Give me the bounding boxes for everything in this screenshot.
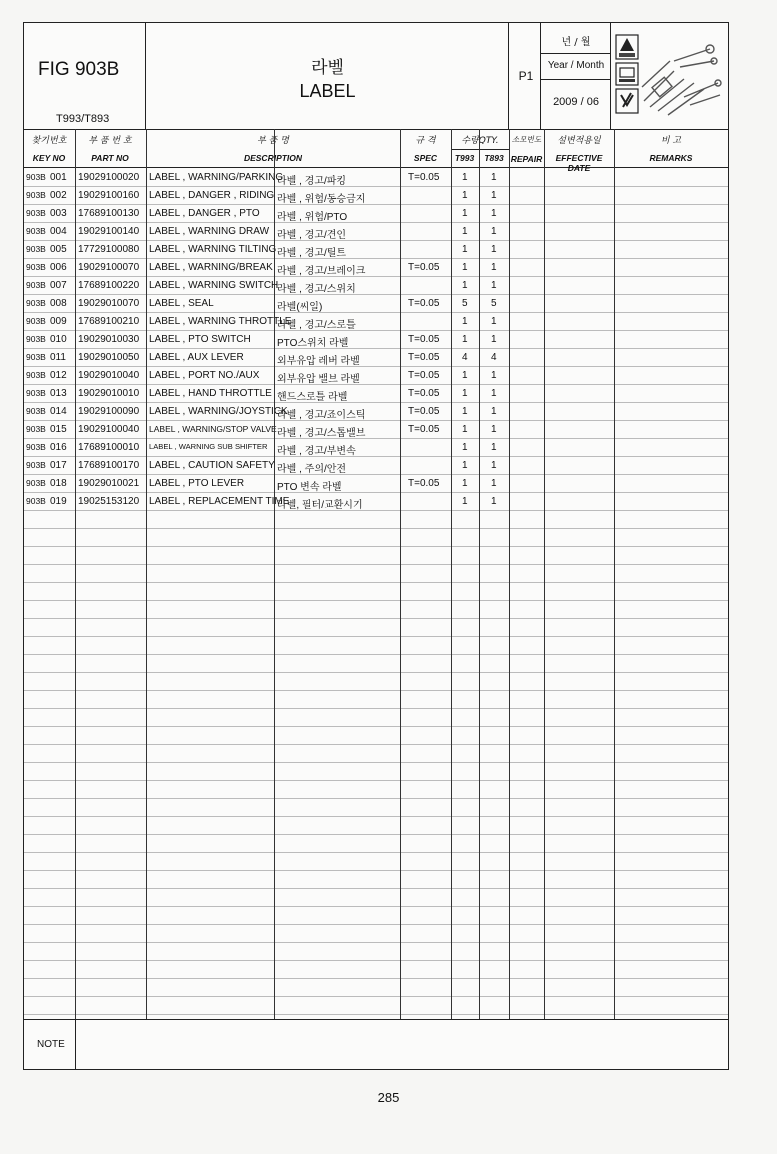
row-description-ko: 외부유압 레버 라벨: [277, 356, 360, 367]
row-qty-t893: 1: [491, 388, 497, 399]
table-row: [24, 169, 728, 187]
row-qty-t993: 1: [462, 424, 468, 435]
row-key-no: 006: [50, 262, 67, 273]
row-qty-t893: 1: [491, 190, 497, 201]
row-qty-t893: 1: [491, 424, 497, 435]
col-qty: 수량QTY.: [461, 136, 499, 146]
row-description-ko: 라벨 , 위험/PTO: [277, 212, 348, 223]
row-part-no: 19029100160: [78, 190, 140, 201]
row-fig: 903B: [26, 424, 46, 434]
row-description-ko: 라벨 , 경고/부변속: [277, 446, 356, 457]
table-row: [24, 835, 728, 853]
row-fig: 903B: [26, 460, 46, 470]
row-fig: 903B: [26, 316, 46, 326]
table-row: [24, 673, 728, 691]
row-description-ko: 라벨, 필터/교환시기: [277, 500, 363, 511]
table-row: [24, 853, 728, 871]
row-fig: 903B: [26, 190, 46, 200]
warning-label-icon: [616, 35, 638, 59]
row-qty-t993: 1: [462, 460, 468, 471]
row-qty-t893: 1: [491, 496, 497, 507]
row-description: LABEL , DANGER , RIDING: [149, 190, 275, 201]
row-fig: 903B: [26, 406, 46, 416]
row-spec: T=0.05: [408, 478, 440, 489]
table-row: [24, 259, 728, 277]
row-fig: 903B: [26, 352, 46, 362]
row-description-ko: 라벨 , 경고/스톱밸브: [277, 428, 366, 439]
row-qty-t893: 1: [491, 478, 497, 489]
row-part-no: 19025153120: [78, 496, 140, 507]
row-qty-t893: 1: [491, 316, 497, 327]
row-description-ko: 라벨 , 위험/동승금지: [277, 194, 366, 205]
row-part-no: 17689100220: [78, 280, 140, 291]
model-list: T993/T893: [56, 113, 110, 125]
row-description-ko: 핸드스로틀 라벨: [277, 392, 348, 403]
year-month-label: Year / Month: [547, 60, 605, 71]
col-eff-ko: 설변적용일: [557, 136, 601, 146]
col-remarks: REMARKS: [649, 153, 693, 163]
row-spec: T=0.05: [408, 388, 440, 399]
note-label: NOTE: [37, 1039, 65, 1050]
col-rem-ko: 비 고: [660, 136, 682, 146]
row-key-no: 007: [50, 280, 67, 291]
col-repair-ko: 소모번도: [511, 135, 542, 144]
row-part-no: 17689100210: [78, 316, 140, 327]
table-row: [24, 475, 728, 493]
row-qty-t893: 5: [491, 298, 497, 309]
row-key-no: 012: [50, 370, 67, 381]
row-fig: 903B: [26, 334, 46, 344]
row-fig: 903B: [26, 244, 46, 254]
page-indicator: P1: [518, 69, 534, 83]
table-row: [24, 511, 728, 529]
table-row: [24, 691, 728, 709]
title-korean: 라벨: [311, 58, 344, 78]
table-row: [24, 277, 728, 295]
row-description-ko: 라벨 , 경고/스로틀: [277, 320, 356, 331]
row-spec: T=0.05: [408, 172, 440, 183]
row-key-no: 010: [50, 334, 67, 345]
row-description-ko: PTO스위치 라벨: [277, 338, 349, 349]
year-month-value: 2009 / 06: [553, 96, 599, 108]
row-part-no: 19029100140: [78, 226, 140, 237]
page-number: 285: [377, 1090, 400, 1105]
row-part-no: 19029010050: [78, 352, 140, 363]
row-part-no: 19029010040: [78, 370, 140, 381]
row-qty-t893: 1: [491, 370, 497, 381]
row-description-ko: 라벨 , 경고/파킹: [277, 176, 347, 187]
row-key-no: 014: [50, 406, 67, 417]
row-qty-t893: 1: [491, 334, 497, 345]
row-qty-t993: 1: [462, 406, 468, 417]
header-icons: [614, 31, 724, 123]
col-spec-ko: 규 격: [415, 136, 436, 146]
row-description-ko: PTO 변속 라벨: [277, 482, 342, 493]
row-description-ko: 라벨 , 경고/견인: [277, 230, 347, 241]
row-spec: T=0.05: [408, 352, 440, 363]
row-part-no: 19029010010: [78, 388, 140, 399]
row-key-no: 015: [50, 424, 67, 435]
row-description-ko: 라벨 , 경고/스위치: [277, 284, 356, 295]
table-row: [24, 313, 728, 331]
row-key-no: 003: [50, 208, 67, 219]
table-row: [24, 817, 728, 835]
row-fig: 903B: [26, 172, 46, 182]
row-description: LABEL , WARNING SWITCH: [149, 280, 279, 291]
row-description-ko: 라벨 , 경고/죠이스틱: [277, 410, 366, 421]
row-qty-t993: 1: [462, 478, 468, 489]
row-part-no: 19029010070: [78, 298, 140, 309]
row-key-no: 011: [50, 352, 66, 363]
row-description: LABEL , WARNING DRAW: [149, 226, 270, 237]
row-description-ko: 라벨 , 경고/브레이크: [277, 266, 366, 277]
row-qty-t993: 1: [462, 334, 468, 345]
row-description-ko: 라벨 , 주의/안전: [277, 464, 347, 475]
table-row: [24, 583, 728, 601]
col-desc: DESCRIPTION: [243, 153, 303, 163]
page-header: [24, 23, 728, 130]
row-qty-t993: 1: [462, 172, 468, 183]
table-row: [24, 529, 728, 547]
table-row: [24, 457, 728, 475]
row-qty-t993: 1: [462, 442, 468, 453]
col-desc-ko: 부 품 명: [257, 136, 289, 146]
row-description: LABEL , PTO SWITCH: [149, 334, 251, 345]
row-qty-t893: 1: [491, 406, 497, 417]
table-row: [24, 403, 728, 421]
row-qty-t893: 1: [491, 244, 497, 255]
row-part-no: 19029010021: [78, 478, 140, 489]
row-part-no: 19029100020: [78, 172, 140, 183]
row-spec: T=0.05: [408, 370, 440, 381]
table-row: [24, 601, 728, 619]
row-key-no: 004: [50, 226, 67, 237]
row-description: LABEL , WARNING TILTING: [149, 244, 277, 255]
row-description: LABEL , AUX LEVER: [149, 352, 244, 363]
col-spec: SPEC: [413, 153, 438, 163]
row-description: LABEL , REPLACEMENT TIME: [149, 496, 290, 507]
row-key-no: 016: [50, 442, 67, 453]
table-row: [24, 709, 728, 727]
row-qty-t993: 4: [462, 352, 468, 363]
row-description: LABEL , CAUTION SAFETY: [149, 460, 275, 471]
row-description: LABEL , WARNING SUB SHIFTER: [149, 442, 268, 451]
recycle-icon: [616, 89, 638, 113]
row-part-no: 19029100090: [78, 406, 140, 417]
note-section: [24, 1019, 728, 1069]
figure-number: FIG 903B: [38, 59, 120, 80]
table-row: [24, 799, 728, 817]
table-row: [24, 943, 728, 961]
row-spec: T=0.05: [408, 334, 440, 345]
row-description: LABEL , WARNING THROTTLE: [149, 316, 292, 327]
row-key-no: 017: [50, 460, 67, 471]
col-key-ko: 찾기번호: [31, 136, 67, 146]
row-description-ko: 외부유압 밸브 라벨: [277, 374, 360, 385]
row-part-no: 17689100130: [78, 208, 140, 219]
table-row: [24, 439, 728, 457]
table-row: [24, 565, 728, 583]
table-row: [24, 421, 728, 439]
row-fig: 903B: [26, 280, 46, 290]
row-spec: T=0.05: [408, 298, 440, 309]
row-qty-t993: 1: [462, 370, 468, 381]
row-fig: 903B: [26, 388, 46, 398]
col-qty-t993: T993: [454, 153, 475, 163]
row-fig: 903B: [26, 496, 46, 506]
table-row: [24, 997, 728, 1015]
table-row: [24, 367, 728, 385]
row-description: LABEL , WARNING/BREAK: [149, 262, 273, 273]
row-description: LABEL , PTO LEVER: [149, 478, 245, 489]
row-description: LABEL , DANGER , PTO: [149, 208, 260, 219]
row-part-no: 19029010030: [78, 334, 140, 345]
row-description-ko: 라벨(씨일): [277, 302, 323, 313]
table-row: [24, 907, 728, 925]
table-row: [24, 349, 728, 367]
tools-icon: [642, 45, 721, 115]
table-row: [24, 619, 728, 637]
table-row: [24, 547, 728, 565]
table-row: [24, 979, 728, 997]
table-row: [24, 871, 728, 889]
row-description: LABEL , PORT NO./AUX: [149, 370, 260, 381]
row-description: LABEL , SEAL: [149, 298, 214, 309]
row-key-no: 009: [50, 316, 67, 327]
table-row: [24, 889, 728, 907]
parts-catalog-page: [23, 22, 729, 1070]
row-fig: 903B: [26, 262, 46, 272]
row-description: LABEL , WARNING/JOYSTICK: [149, 406, 288, 417]
row-qty-t893: 1: [491, 442, 497, 453]
row-qty-t993: 1: [462, 280, 468, 291]
row-qty-t893: 1: [491, 226, 497, 237]
col-repair: REPAIR: [510, 154, 543, 164]
row-part-no: 19029100070: [78, 262, 140, 273]
row-spec: T=0.05: [408, 406, 440, 417]
row-key-no: 002: [50, 190, 67, 201]
row-qty-t993: 1: [462, 316, 468, 327]
row-fig: 903B: [26, 370, 46, 380]
table-row: [24, 385, 728, 403]
table-row: [24, 223, 728, 241]
title-english: LABEL: [299, 81, 356, 101]
table-row: [24, 241, 728, 259]
row-key-no: 018: [50, 478, 67, 489]
table-row: [24, 493, 728, 511]
row-fig: 903B: [26, 478, 46, 488]
table-row: [24, 727, 728, 745]
row-qty-t893: 1: [491, 172, 497, 183]
row-qty-t893: 1: [491, 262, 497, 273]
row-qty-t993: 1: [462, 244, 468, 255]
table-row: [24, 637, 728, 655]
row-key-no: 001: [50, 172, 67, 183]
row-description: LABEL , WARNING/STOP VALVE: [149, 424, 277, 434]
table-row: [24, 925, 728, 943]
row-fig: 903B: [26, 298, 46, 308]
row-key-no: 013: [50, 388, 67, 399]
row-description: LABEL , WARNING/PARKING: [149, 172, 284, 183]
row-qty-t993: 1: [462, 388, 468, 399]
col-part-ko: 부 품 번 호: [88, 136, 132, 146]
row-fig: 903B: [26, 208, 46, 218]
table-row: [24, 295, 728, 313]
row-key-no: 005: [50, 244, 67, 255]
table-row: [24, 187, 728, 205]
parts-table: [24, 129, 728, 1020]
row-qty-t993: 1: [462, 262, 468, 273]
row-qty-t993: 1: [462, 226, 468, 237]
row-part-no: 19029100040: [78, 424, 140, 435]
table-row: [24, 655, 728, 673]
row-qty-t993: 1: [462, 496, 468, 507]
row-key-no: 008: [50, 298, 67, 309]
col-key: KEY NO: [32, 153, 66, 163]
row-part-no: 17729100080: [78, 244, 140, 255]
year-month-label-ko: 년 / 월: [561, 37, 591, 48]
row-part-no: 17689100010: [78, 442, 140, 453]
row-qty-t993: 1: [462, 208, 468, 219]
table-row: [24, 961, 728, 979]
row-qty-t893: 1: [491, 208, 497, 219]
table-row: [24, 205, 728, 223]
table-row: [24, 331, 728, 349]
row-key-no: 019: [50, 496, 67, 507]
col-qty-t893: T893: [484, 153, 504, 163]
table-row: [24, 745, 728, 763]
row-fig: 903B: [26, 226, 46, 236]
row-spec: T=0.05: [408, 424, 440, 435]
table-row: [24, 781, 728, 799]
tractor-manual-icon: [616, 63, 638, 85]
col-part: PART NO: [91, 153, 129, 163]
col-effective-date: EFFECTIVE DATE: [555, 153, 603, 173]
row-part-no: 17689100170: [78, 460, 140, 471]
row-qty-t893: 1: [491, 280, 497, 291]
row-qty-t893: 1: [491, 460, 497, 471]
row-qty-t993: 1: [462, 190, 468, 201]
row-spec: T=0.05: [408, 262, 440, 273]
table-row: [24, 763, 728, 781]
row-qty-t893: 4: [491, 352, 497, 363]
row-description: LABEL , HAND THROTTLE: [149, 388, 272, 399]
row-description-ko: 라벨 , 경고/틸트: [277, 248, 347, 259]
row-fig: 903B: [26, 442, 46, 452]
row-qty-t993: 5: [462, 298, 468, 309]
